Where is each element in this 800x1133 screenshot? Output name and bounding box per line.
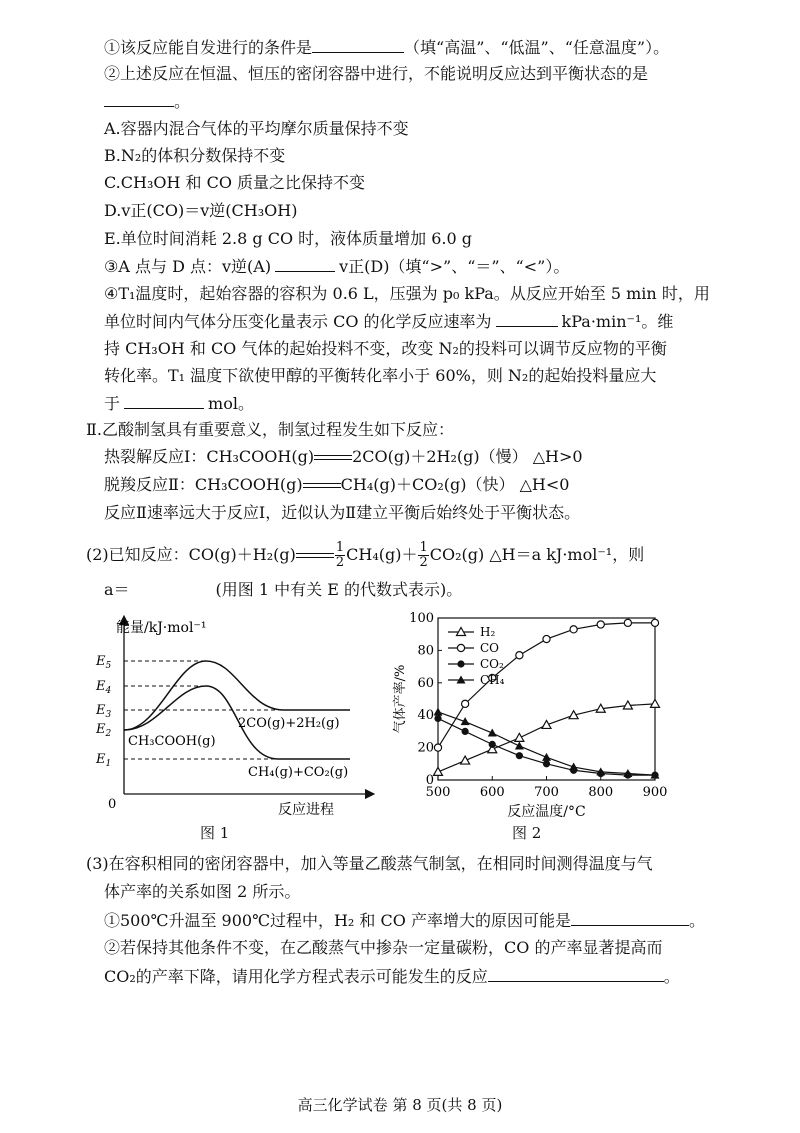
answer-blank[interactable]: [130, 578, 216, 595]
data-point-0-1: [461, 756, 470, 764]
data-point-0-0: [434, 767, 443, 775]
q-line-3a: [104, 255, 569, 278]
q3b-text: v正(D)（填“>”、“＝”、“<”）。: [339, 257, 570, 276]
q2-line-2: [104, 578, 462, 601]
reaction-2-right: CH₄(g)＋CO₂(g)（快） △H<0: [340, 475, 570, 494]
q3-line-5: [104, 965, 680, 988]
q-line-2: ②上述反应在恒温、恒压的密闭容器中进行，不能说明反应达到平衡状态的是: [104, 64, 649, 83]
q3-text-3: ①500℃升温至 900℃过程中，H₂ 和 CO 产率增大的原因可能是: [104, 911, 571, 930]
answer-blank[interactable]: [312, 36, 404, 53]
q1-text-b: （填“高温”、“低温”、“任意温度”）。: [404, 38, 670, 57]
q3-line-4: ②若保持其他条件不变，在乙酸蒸气中掺杂一定量碳粉，CO 的产率显著提高而: [104, 938, 663, 957]
y-tick-label: 60: [417, 675, 434, 691]
q2-text-b: CH₄(g)＋: [346, 545, 418, 564]
data-point-1-1: [462, 700, 469, 707]
y-tick-label: 0: [425, 773, 434, 788]
legend-marker-1: [457, 644, 464, 651]
q-line-4c: 持 CH₃OH 和 CO 气体的起始投料不变，改变 N₂的投料可以调节反应物的平衡: [104, 339, 667, 358]
figure-2-chart: [390, 608, 690, 826]
denominator: 2: [335, 555, 345, 570]
data-point-2-3: [516, 752, 523, 759]
q3-line-1: (3)在容积相同的密闭容器中，加入等量乙酸蒸气制氢，在相同时间测得温度与气: [86, 854, 653, 873]
reactant-label: CH₃COOH(g): [128, 734, 216, 749]
reaction-2-left: 脱羧反应Ⅱ：CH₃COOH(g): [104, 475, 303, 494]
x-axis-label: 反应温度/°C: [507, 804, 586, 820]
part2-heading: Ⅱ.乙酸制氢具有重要意义，制氢过程发生如下反应：: [86, 420, 454, 439]
reaction-1-right: 2CO(g)＋2H₂(g)（慢） △H>0: [352, 447, 583, 466]
data-point-1-0: [434, 744, 441, 751]
legend-marker-2: [457, 660, 464, 667]
y-axis-label: 能量/kJ·mol⁻¹: [116, 620, 207, 636]
period: 。: [174, 92, 191, 111]
origin-label: 0: [108, 797, 117, 812]
product-label-2: CH₄(g)+CO₂(g): [248, 765, 349, 780]
q-line-3: [104, 90, 190, 113]
level-e4-label: $E_4$: [96, 679, 112, 696]
reaction-1-left: 热裂解反应Ⅰ：CH₃COOH(g): [104, 447, 315, 466]
q2-text-d: a＝: [104, 580, 130, 599]
equilibrium-arrow: [296, 552, 334, 560]
product-label-1: 2CO(g)+2H₂(g): [238, 716, 340, 731]
x-tick-label: 600: [479, 785, 505, 800]
y-tick-label: 20: [417, 740, 434, 756]
figure-2-caption: 图 2: [512, 824, 542, 842]
q1-text: ①该反应能自发进行的条件是: [104, 38, 313, 57]
q2-text-e: (用图 1 中有关 E 的代数式表示)。: [215, 580, 463, 599]
data-point-0-8: [651, 699, 660, 707]
legend-label-1: CO: [480, 641, 500, 655]
data-point-3-0: [434, 707, 443, 715]
q3-line-3: [104, 909, 705, 932]
level-e2-label: $E_2$: [96, 722, 112, 739]
level-e3-label: $E_3$: [96, 703, 112, 720]
x-tick-label: 500: [425, 785, 451, 800]
equilibrium-arrow: [303, 482, 341, 490]
q3-text-5: CO₂的产率下降，请用化学方程式表示可能发生的反应: [104, 967, 488, 986]
option-e: E.单位时间消耗 2.8 g CO 时，液体质量增加 6.0 g: [104, 229, 473, 248]
y-tick-label: 80: [417, 643, 434, 659]
level-e5-label: $E_5$: [96, 654, 112, 671]
x-tick-label: 700: [534, 785, 559, 800]
period: 。: [663, 967, 680, 986]
answer-blank[interactable]: [571, 909, 689, 926]
numerator: 1: [419, 540, 428, 555]
period: 。: [688, 911, 705, 930]
option-a: A.容器内混合气体的平均摩尔质量保持不变: [104, 119, 409, 138]
q4b2-text: kPa·min⁻¹。维: [561, 312, 674, 331]
data-point-1-3: [516, 652, 523, 659]
level-e1-label: $E_1$: [96, 752, 112, 769]
numerator: 1: [335, 540, 345, 555]
q-line-4a: ④T₁温度时，起始容器的容积为 0.6 L，压强为 p₀ kPa。从反应开始至 5 min 时，用: [104, 284, 710, 303]
data-point-2-4: [543, 760, 550, 767]
y-tick-label: 40: [417, 708, 434, 724]
part2-note: 反应Ⅱ速率远大于反应Ⅰ，近似认为Ⅱ建立平衡后始终处于平衡状态。: [104, 503, 581, 522]
data-point-2-0: [434, 715, 441, 722]
fraction-half: [335, 541, 345, 570]
figure-1-energy-diagram: [88, 612, 378, 822]
option-c: C.CH₃OH 和 CO 质量之比保持不变: [104, 173, 366, 192]
data-point-2-1: [462, 728, 469, 735]
q2-text-a: (2)已知反应：CO(g)＋H₂(g): [86, 545, 296, 564]
q4b-text: 单位时间内气体分压变化量表示 CO 的化学反应速率为: [104, 312, 492, 331]
data-point-3-4: [542, 753, 551, 761]
y-tick-label: 100: [409, 611, 434, 626]
data-point-1-8: [651, 619, 658, 626]
answer-blank[interactable]: [124, 392, 204, 409]
q2-line-1: [86, 540, 644, 570]
data-point-1-4: [543, 635, 550, 642]
legend-label-3: CH₄: [480, 673, 505, 687]
option-d: D.v正(CO)＝v逆(CH₃OH): [104, 201, 298, 220]
fraction-half: [418, 541, 428, 570]
answer-blank[interactable]: [496, 310, 558, 327]
answer-blank[interactable]: [275, 255, 335, 272]
q2-text-c: CO₂(g) △H＝a kJ·mol⁻¹，则: [429, 545, 645, 564]
q3-line-2: 体产率的关系如图 2 所示。: [104, 882, 301, 901]
page-footer: 高三化学试卷 第 8 页(共 8 页): [297, 1096, 503, 1114]
q4e-text: 于: [104, 394, 121, 413]
legend-label-2: CO₂: [480, 657, 504, 671]
answer-blank[interactable]: [488, 965, 664, 982]
q-line-4b: [104, 310, 673, 333]
data-point-0-3: [515, 733, 524, 741]
legend-label-0: H₂: [480, 625, 496, 639]
option-b: B.N₂的体积分数保持不变: [104, 146, 286, 165]
y-axis-label: 气体产率/%: [393, 664, 408, 734]
x-axis-label: 反应进程: [278, 802, 334, 818]
data-point-1-6: [597, 621, 604, 628]
data-point-1-5: [570, 626, 577, 633]
figure-1-caption: 图 1: [200, 824, 230, 842]
q-line-4e: [104, 392, 254, 415]
data-point-3-3: [515, 741, 524, 749]
q3a-text: ③A 点与 D 点：v逆(A): [104, 257, 272, 276]
x-tick-label: 900: [642, 785, 668, 800]
data-point-3-2: [488, 729, 497, 737]
q4e2-text: mol。: [208, 394, 254, 413]
data-point-1-7: [624, 619, 631, 626]
answer-blank[interactable]: [104, 90, 174, 107]
equilibrium-arrow: [314, 454, 352, 462]
q-line-1: [104, 36, 669, 59]
data-point-2-2: [489, 741, 496, 748]
denominator: 2: [419, 555, 428, 570]
q-line-4d: 转化率。T₁ 温度下欲使甲醇的平衡转化率小于 60%，则 N₂的起始投料量应大: [104, 366, 657, 385]
reaction-1: [104, 446, 583, 468]
reaction-2: [104, 474, 569, 496]
x-tick-label: 800: [588, 785, 614, 800]
